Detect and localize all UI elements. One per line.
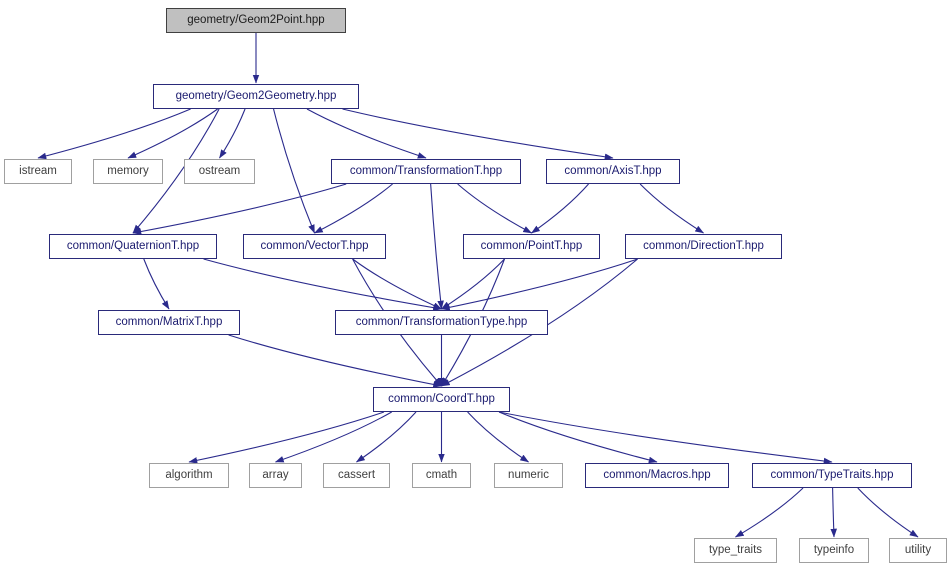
graph-edge-axist-to-pointt	[532, 184, 589, 233]
graph-node-geom2geometry[interactable]	[153, 84, 359, 109]
graph-node-geom2point[interactable]	[166, 8, 346, 33]
graph-node-label: common/PointT.hpp	[480, 239, 583, 252]
graph-node-transformationtype[interactable]	[335, 310, 548, 335]
graph-edge-geom2geometry-to-vectort	[274, 109, 315, 233]
graph-node-label: utility	[904, 543, 932, 556]
graph-node-macros[interactable]	[585, 463, 729, 488]
graph-node-numeric[interactable]	[494, 463, 563, 488]
graph-node-label: numeric	[508, 468, 549, 481]
graph-node-label: common/QuaternionT.hpp	[66, 239, 200, 252]
graph-edge-axist-to-directiont	[640, 184, 703, 233]
graph-node-utility[interactable]	[889, 538, 947, 563]
graph-node-label: common/TypeTraits.hpp	[770, 468, 894, 481]
graph-node-label: common/CoordT.hpp	[388, 392, 495, 405]
graph-node-label: common/AxisT.hpp	[564, 164, 662, 177]
graph-node-cassert[interactable]	[323, 463, 390, 488]
graph-edge-coordt-to-array	[276, 412, 392, 462]
graph-node-label: cassert	[337, 468, 376, 481]
graph-node-array[interactable]	[249, 463, 302, 488]
graph-edge-directiont-to-transformationtype	[442, 259, 638, 309]
graph-edge-transformationt-to-pointt	[458, 184, 532, 233]
graph-node-label: ostream	[198, 164, 241, 177]
graph-node-memory[interactable]	[93, 159, 163, 184]
graph-node-label: common/TransformationType.hpp	[355, 315, 528, 328]
graph-edge-quaterniont-to-matrixt	[144, 259, 169, 309]
graph-node-directiont[interactable]	[625, 234, 782, 259]
graph-node-label: common/Macros.hpp	[603, 468, 711, 481]
graph-node-label: geometry/Geom2Geometry.hpp	[175, 89, 337, 102]
graph-edge-transformationt-to-quaterniont	[133, 184, 346, 233]
graph-node-quaterniont[interactable]	[49, 234, 217, 259]
graph-node-transformationt[interactable]	[331, 159, 521, 184]
graph-node-label: common/MatrixT.hpp	[115, 315, 223, 328]
graph-node-istream[interactable]	[4, 159, 72, 184]
graph-node-axist[interactable]	[546, 159, 680, 184]
graph-node-label: memory	[107, 164, 149, 177]
graph-edge-typetraits_hpp-to-utility	[858, 488, 918, 537]
graph-edge-matrixt-to-coordt	[229, 335, 442, 386]
graph-node-label: array	[262, 468, 289, 481]
graph-edge-typetraits_hpp-to-typeinfo	[833, 488, 834, 537]
graph-edge-transformationt-to-vectort	[315, 184, 393, 233]
graph-node-label: algorithm	[165, 468, 213, 481]
graph-edge-geom2geometry-to-istream	[38, 109, 191, 158]
graph-edge-transformationt-to-transformationtype	[431, 184, 442, 309]
graph-edge-coordt-to-typetraits_hpp	[499, 412, 832, 462]
graph-edge-coordt-to-macros	[499, 412, 657, 462]
graph-node-label: common/TransformationT.hpp	[349, 164, 503, 177]
graph-node-pointt[interactable]	[463, 234, 600, 259]
graph-node-label: typeinfo	[813, 543, 855, 556]
graph-node-vectort[interactable]	[243, 234, 386, 259]
graph-node-label: type_traits	[708, 543, 763, 556]
graph-edge-geom2geometry-to-ostream	[220, 109, 246, 158]
graph-edge-typetraits_hpp-to-type_traits	[736, 488, 804, 537]
graph-node-typetraits_hpp[interactable]	[752, 463, 912, 488]
graph-edge-coordt-to-algorithm	[189, 412, 384, 462]
graph-edge-geom2geometry-to-axist	[343, 109, 613, 158]
graph-node-coordt[interactable]	[373, 387, 510, 412]
graph-edge-quaterniont-to-transformationtype	[204, 259, 442, 309]
graph-edge-coordt-to-cassert	[357, 412, 417, 462]
graph-edge-geom2geometry-to-transformationt	[307, 109, 426, 158]
graph-node-label: common/DirectionT.hpp	[643, 239, 764, 252]
graph-node-label: istream	[19, 164, 57, 177]
graph-node-label: geometry/Geom2Point.hpp	[187, 13, 325, 26]
graph-node-algorithm[interactable]	[149, 463, 229, 488]
graph-node-ostream[interactable]	[184, 159, 255, 184]
graph-node-type_traits[interactable]	[694, 538, 777, 563]
graph-node-typeinfo[interactable]	[799, 538, 869, 563]
graph-node-label: cmath	[425, 468, 458, 481]
graph-node-label: common/VectorT.hpp	[260, 239, 369, 252]
graph-node-matrixt[interactable]	[98, 310, 240, 335]
graph-node-cmath[interactable]	[412, 463, 471, 488]
